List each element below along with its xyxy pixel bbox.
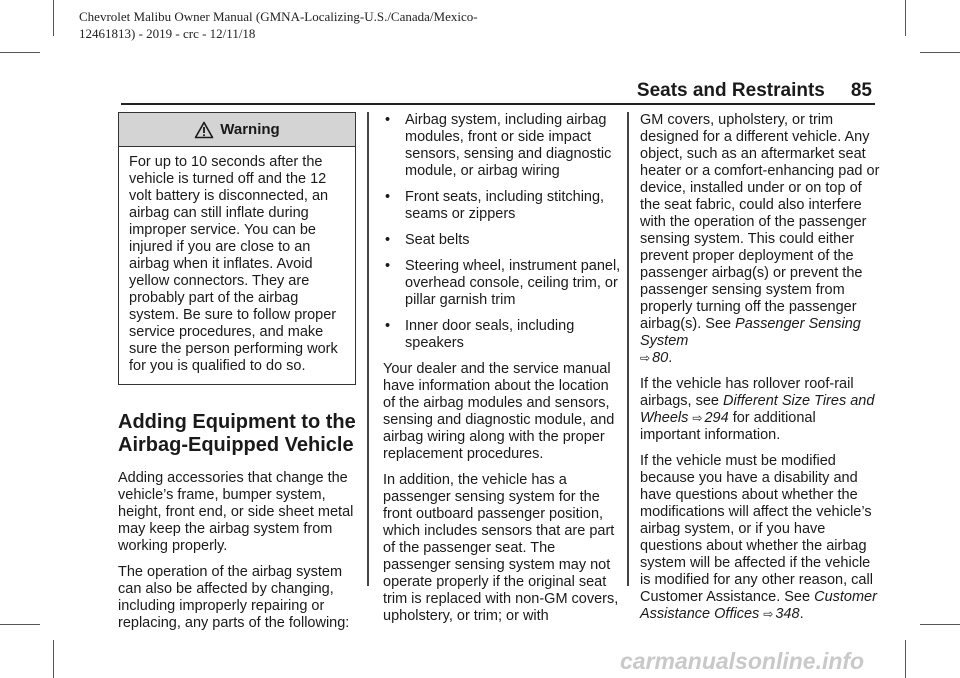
crop-mark: [53, 640, 54, 678]
section-heading: Adding Equipment to the Airbag-Equipped Vehicle: [118, 411, 356, 456]
list-item-text: Seat belts: [405, 232, 470, 248]
punctuation: .: [799, 606, 804, 622]
column-1: [118, 112, 358, 641]
page-reference[interactable]: 348: [775, 606, 800, 622]
list-item-text: Inner door seals, including speakers: [405, 318, 575, 351]
running-head: [637, 80, 872, 102]
punctuation: .: [668, 350, 673, 366]
list-item-text: Airbag system, including airbag modules, front or side impact sensors, sensing and diagnostic module, or airbag wiring: [405, 112, 612, 179]
crop-mark: [905, 640, 906, 678]
page-arrow-icon: ⇨: [640, 351, 651, 365]
paragraph-text: If the vehicle must be modified because you have a disability and have questions about whether the modifications will affect the vehicle’s airbag system, or if you have questions about whether the airbag system will be affected if the vehicle is modified for any other reason, call Customer Assistance. See: [640, 453, 873, 605]
print-header: [79, 8, 478, 42]
paragraph: [640, 376, 880, 444]
cross-reference-link[interactable]: Different Size Tires and Wheels: [640, 393, 875, 426]
page-reference[interactable]: 80: [652, 350, 669, 366]
column-2: [383, 112, 623, 634]
crop-mark: [920, 624, 960, 625]
list-item: [383, 318, 623, 352]
print-header-line2: 12461813) - 2019 - crc - 12/11/18: [79, 26, 256, 41]
paragraph-text: If the vehicle has rollover roof-rail airbags, see: [640, 376, 854, 409]
page-reference[interactable]: 294: [704, 410, 729, 426]
paragraph: [640, 453, 880, 623]
page-number: 85: [850, 80, 872, 101]
paragraph-text: GM covers, upholstery, or trim designed for a different vehicle. Any object, such as an aftermarket seat heater or a comfort-enhancing pad or device, installed under or on top of the seat fabric, could also interfere with the operation of the passenger sensing system. This could either prevent proper deployment of the passenger airbag(s) or prevent the passenger sensing system from properly turning off the passenger airbag(s). See: [640, 112, 880, 332]
page-arrow-icon: ⇨: [692, 411, 703, 425]
bullet-marker: •: [385, 232, 391, 248]
paragraph: [640, 112, 880, 367]
crop-mark: [53, 0, 54, 36]
paragraph-text: for additional important information.: [640, 410, 816, 443]
list-item: [383, 258, 623, 309]
list-item: [383, 112, 623, 180]
list-item-text: Steering wheel, instrument panel, overhead console, ceiling trim, or pillar garnish trim: [405, 258, 621, 308]
bullet-marker: •: [385, 112, 391, 128]
paragraph: Your dealer and the service manual have information about the location of the airbag modules and sensors, sensing and diagnostic module, and airbag wiring along with the proper replacement procedures.: [383, 361, 615, 462]
bullet-marker: •: [385, 318, 391, 334]
paragraph: The operation of the airbag system can also be affected by changing, including improperly repairing or replacing, any parts of the following:: [118, 564, 350, 631]
list-item-text: Front seats, including stitching, seams or zippers: [405, 189, 605, 222]
warning-triangle-icon: [194, 121, 214, 139]
warning-title: Warning: [220, 121, 280, 138]
running-head-title: Seats and Restraints: [636, 80, 825, 101]
warning-box: [118, 112, 356, 385]
warning-body: For up to 10 seconds after the vehicle is turned off and the 12 volt battery is disconnected, an airbag can still inflate during improper service. You can be injured if you are close to an airbag when it inflates. Avoid yellow connectors. They are probably part of the airbag system. Be sure to follow proper service procedures, and make sure the person performing work for you is qualified to do so.: [129, 154, 338, 374]
column-divider: [367, 112, 369, 586]
watermark: carmanualsonline.info: [620, 648, 865, 674]
list-item: [383, 189, 623, 223]
crop-mark: [0, 624, 40, 625]
bullet-marker: •: [385, 189, 391, 205]
cross-reference-link[interactable]: Passenger Sensing System: [640, 316, 861, 349]
column-divider: [627, 112, 629, 586]
parts-list: [383, 112, 623, 352]
page-arrow-icon: ⇨: [763, 607, 774, 621]
bullet-marker: •: [385, 258, 391, 274]
paragraph: In addition, the vehicle has a passenger sensing system for the front outboard passenger position, which includes sensors that are part of the passenger seat. The passenger sensing system may not operate properly if the original seat trim is replaced with non-GM covers, upholstery, or trim; or with: [383, 472, 619, 624]
cross-reference-link[interactable]: Customer Assistance Offices: [640, 589, 877, 622]
column-3: [640, 112, 880, 632]
crop-mark: [0, 52, 40, 53]
crop-mark: [920, 52, 960, 53]
list-item: [383, 232, 623, 249]
warning-header: [119, 113, 355, 147]
paragraph: Adding accessories that change the vehicle’s frame, bumper system, height, front end, or side sheet metal may keep the airbag system from working properly.: [118, 470, 354, 554]
crop-mark: [905, 0, 906, 36]
header-rule: [121, 103, 875, 105]
print-header-line1: Chevrolet Malibu Owner Manual (GMNA-Localizing-U.S./Canada/Mexico-: [79, 9, 478, 24]
